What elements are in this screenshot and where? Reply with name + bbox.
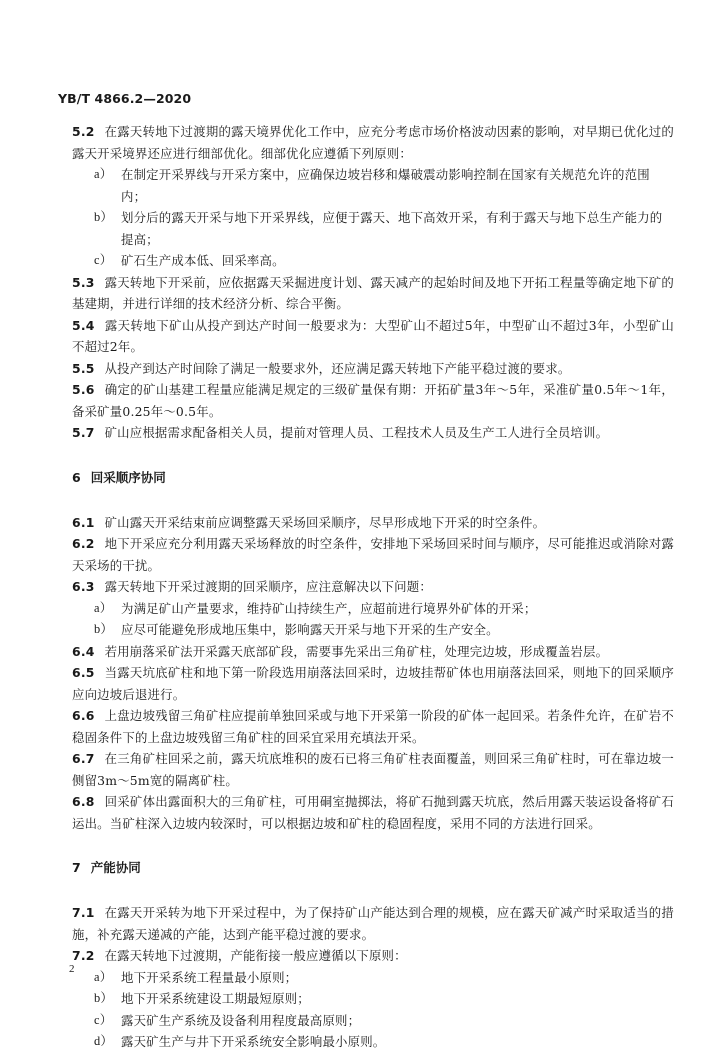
clause-text: 在三角矿柱回采之前，露天坑底堆积的废石已将三角矿柱表面覆盖，则回采三角矿柱时，可在靠边坡一侧留3m～5m宽的隔离矿柱。 bbox=[72, 751, 674, 788]
list-text: 应尽可能避免形成地压集中，影响露天开采与地下开采的生产安全。 bbox=[121, 622, 499, 637]
clause-text: 露天转地下开采过渡期的回采顺序，应注意解决以下问题： bbox=[104, 579, 432, 594]
clause-6-3 bbox=[72, 576, 674, 598]
clause-number: 6.4 bbox=[72, 643, 95, 659]
clause-6-1 bbox=[72, 512, 674, 534]
section-title: 回采顺序协同 bbox=[90, 469, 166, 485]
list-label: a） bbox=[94, 167, 113, 181]
list-text: 在制定开采界线与开采方案中，应确保边坡岩移和爆破震动影响控制在国家有关规范允许的范围内； bbox=[121, 167, 650, 204]
clause-5-4 bbox=[72, 315, 674, 358]
list-item-d bbox=[72, 1031, 674, 1053]
clause-text: 回采矿体出露面积大的三角矿柱，可用硐室抛掷法，将矿石抛到露天坑底，然后用露天装运设备将矿石运出。当矿柱深入边坡内较深时，可以根据边坡和矿柱的稳固程度，采用不同的方法进行回采。 bbox=[72, 794, 674, 831]
list-label: c） bbox=[94, 1012, 113, 1027]
clause-text: 在露天开采转为地下开采过程中，为了保持矿山产能达到合理的规模，应在露天矿减产时采取适当的措施，补充露天递减的产能，达到产能平稳过渡的要求。 bbox=[72, 905, 674, 942]
list-text: 划分后的露天开采与地下开采界线，应便于露天、地下高效开采，有利于露天与地下总生产能力的提高； bbox=[121, 210, 663, 247]
clause-5-3 bbox=[72, 272, 674, 315]
list-item-c bbox=[72, 250, 674, 272]
clause-number: 6.8 bbox=[72, 794, 95, 809]
clause-7-2 bbox=[72, 945, 674, 967]
clause-number: 6.5 bbox=[72, 665, 95, 680]
clause-5-7 bbox=[72, 422, 674, 444]
clause-number: 6.2 bbox=[72, 536, 95, 551]
list-text: 露天矿生产系统及设备利用程度最高原则； bbox=[121, 1012, 361, 1028]
clause-number: 5.4 bbox=[72, 317, 95, 333]
clause-5-5 bbox=[72, 358, 674, 380]
clause-number: 6.7 bbox=[72, 751, 95, 766]
clause-number: 5.6 bbox=[72, 382, 95, 397]
section-title: 产能协同 bbox=[90, 860, 141, 875]
list-item-a bbox=[72, 164, 674, 207]
clause-number: 6.6 bbox=[72, 708, 95, 723]
clause-6-5 bbox=[72, 662, 674, 705]
clause-number: 5.5 bbox=[72, 360, 95, 376]
list-label: c） bbox=[94, 253, 113, 267]
clause-number: 5.7 bbox=[72, 425, 95, 440]
clause-text: 若用崩落采矿法开采露天底部矿段，需要事先采出三角矿柱，处理完边坡，形成覆盖岩层。 bbox=[104, 643, 609, 659]
clause-6-6 bbox=[72, 705, 674, 748]
clause-text: 在露天转地下过渡期的露天境界优化工作中，应充分考虑市场价格波动因素的影响，对早期已优化过的露天开采境界还应进行细部优化。细部优化应遵循下列原则： bbox=[72, 124, 674, 161]
clause-text: 矿山露天开采结束前应调整露天采场回采顺序，尽早形成地下开采的时空条件。 bbox=[104, 514, 546, 530]
list-item-b bbox=[72, 207, 674, 250]
clause-number: 7.2 bbox=[72, 948, 95, 963]
clause-6-2 bbox=[72, 533, 674, 576]
clause-text: 确定的矿山基建工程量应能满足规定的三级矿量保有期：开拓矿量3年～5年，采准矿量0.5年～1年，备采矿量0.25年～0.5年。 bbox=[72, 382, 674, 419]
clause-6-7 bbox=[72, 748, 674, 791]
list-label: b） bbox=[94, 991, 113, 1005]
clause-text: 当露天坑底矿柱和地下第一阶段选用崩落法回采时，边坡挂帮矿体也用崩落法回采，则地下的回采顺序应向边坡后退进行。 bbox=[72, 665, 674, 702]
list-label: b） bbox=[94, 622, 113, 636]
document-body bbox=[72, 121, 674, 1053]
clause-number: 5.3 bbox=[72, 274, 95, 290]
clause-text: 上盘边坡残留三角矿柱应提前单独回采或与地下开采第一阶段的矿体一起回采。若条件允许，在矿岩不稳固条件下的上盘边坡残留三角矿柱的回采宜采用充填法开采。 bbox=[72, 708, 674, 745]
clause-text: 在露天转地下过渡期，产能衔接一般应遵循以下原则： bbox=[104, 948, 407, 963]
list-label: a） bbox=[94, 600, 113, 615]
clause-text: 地下开采应充分利用露天采场释放的时空条件，安排地下采场回采时间与顺序，尽可能推迟或消除对露天采场的干扰。 bbox=[72, 536, 674, 573]
standard-number: YB/T 4866.2—2020 bbox=[58, 91, 192, 106]
page-number: 2 bbox=[69, 963, 75, 975]
clause-number: 6.3 bbox=[72, 579, 95, 594]
list-label: d） bbox=[94, 1034, 113, 1048]
clause-6-4 bbox=[72, 641, 674, 663]
clause-text: 矿山应根据需求配备相关人员，提前对管理人员、工程技术人员及生产工人进行全员培训。 bbox=[104, 425, 609, 440]
clause-5-2 bbox=[72, 121, 674, 164]
list-text: 露天矿生产与井下开采系统安全影响最小原则。 bbox=[121, 1034, 386, 1049]
list-item-b bbox=[72, 619, 674, 641]
list-text: 地下开采系统建设工期最短原则； bbox=[121, 991, 310, 1006]
section-number: 6 bbox=[72, 469, 81, 485]
list-item-c bbox=[72, 1010, 674, 1032]
clause-7-1 bbox=[72, 902, 674, 945]
clause-6-8 bbox=[72, 791, 674, 834]
section-number: 7 bbox=[72, 860, 81, 875]
list-text: 地下开采系统工程量最小原则； bbox=[121, 969, 298, 985]
section-heading-7 bbox=[72, 857, 674, 879]
list-label: b） bbox=[94, 210, 113, 224]
clause-number: 6.1 bbox=[72, 514, 95, 530]
list-text: 为满足矿山产量要求，维持矿山持续生产，应超前进行境界外矿体的开采； bbox=[121, 600, 537, 616]
clause-number: 7.1 bbox=[72, 905, 95, 920]
list-label: a） bbox=[94, 969, 113, 984]
clause-text: 露天转地下开采前，应依据露天采掘进度计划、露天减产的起始时间及地下开拓工程量等确定地下矿的基建期，并进行详细的技术经济分析、综合平衡。 bbox=[72, 274, 674, 311]
clause-number: 5.2 bbox=[72, 124, 95, 139]
section-heading-6 bbox=[72, 467, 674, 489]
clause-5-6 bbox=[72, 379, 674, 422]
clause-text: 露天转地下矿山从投产到达产时间一般要求为：大型矿山不超过5年，中型矿山不超过3年，小型矿山不超过2年。 bbox=[72, 317, 674, 354]
list-text: 矿石生产成本低、回采率高。 bbox=[121, 253, 285, 268]
clause-text: 从投产到达产时间除了满足一般要求外，还应满足露天转地下产能平稳过渡的要求。 bbox=[104, 360, 571, 376]
list-item-b bbox=[72, 988, 674, 1010]
list-item-a bbox=[72, 967, 674, 989]
list-item-a bbox=[72, 598, 674, 620]
